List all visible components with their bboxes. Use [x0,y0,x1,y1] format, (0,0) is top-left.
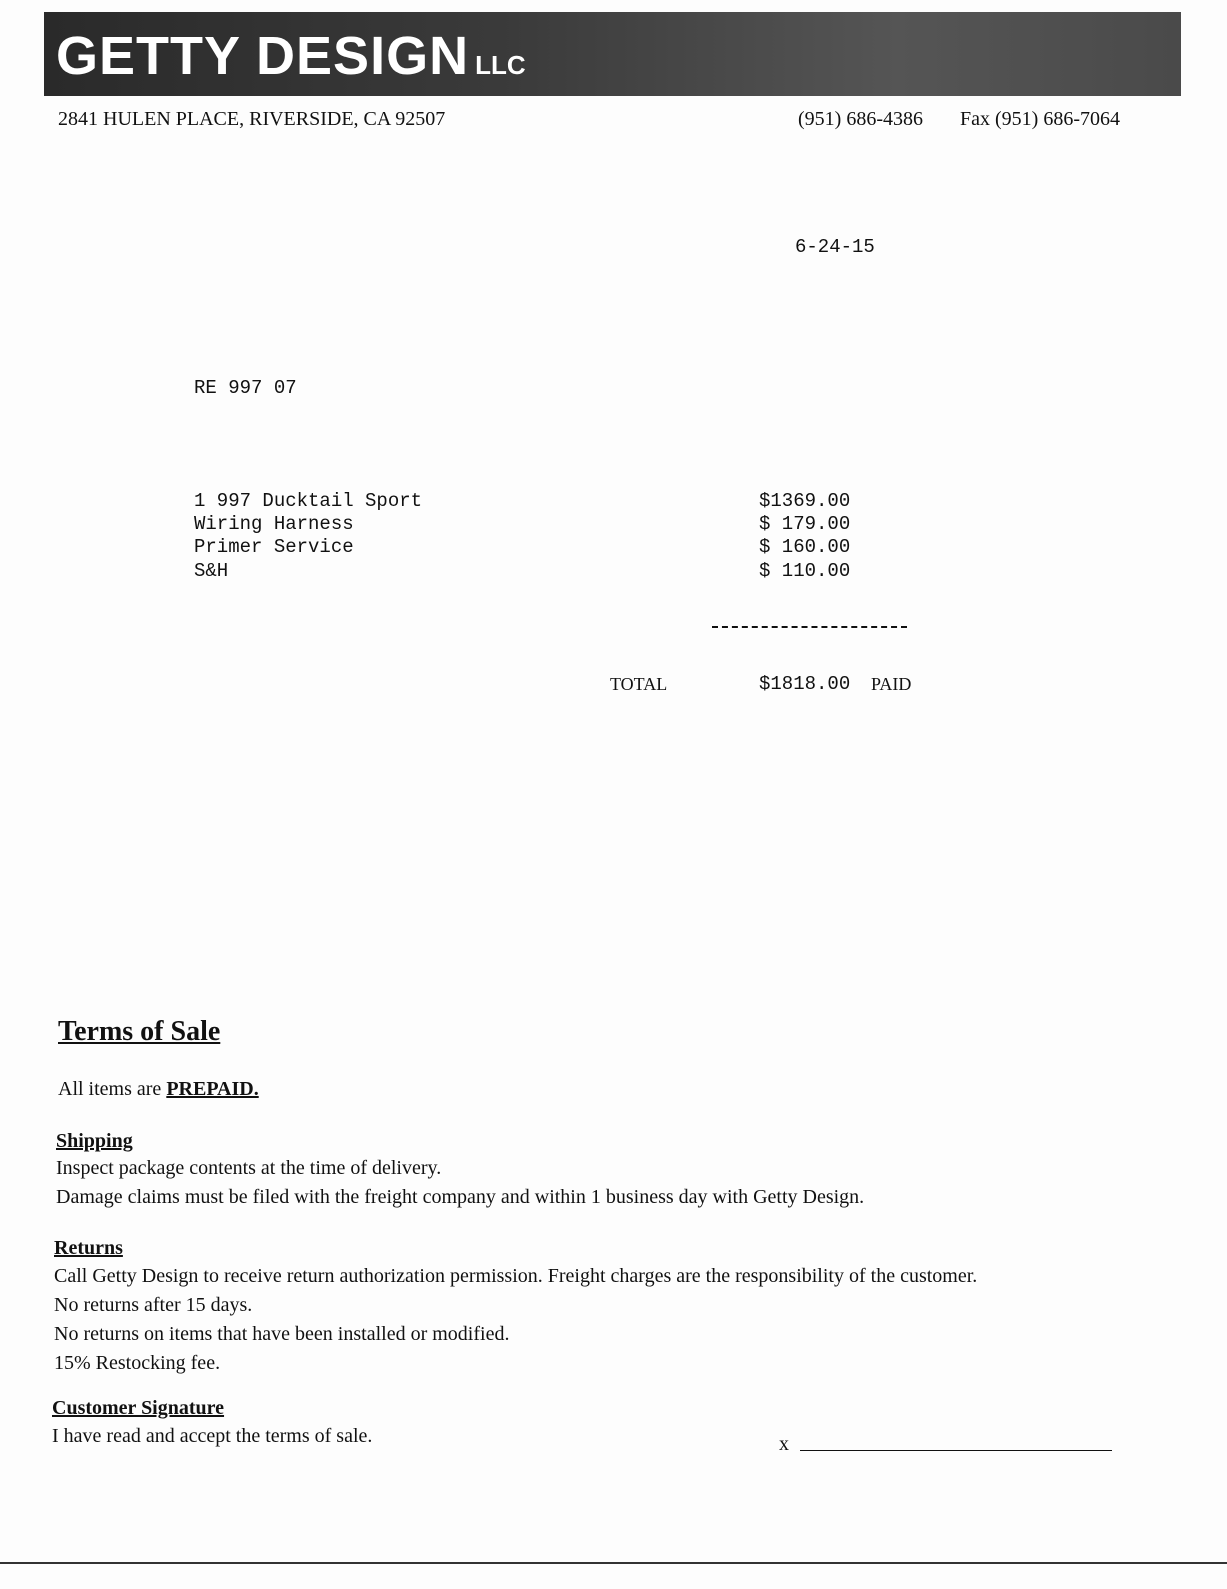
line-item-name: Wiring Harness [194,513,354,535]
prepaid-prefix: All items are [58,1078,162,1100]
line-item-price: $1369.00 [759,490,851,512]
returns-line: 15% Restocking fee. [54,1352,221,1374]
invoice-reference: RE 997 07 [194,377,297,399]
line-item-name: Primer Service [194,536,354,558]
signature-mark: x [779,1433,789,1455]
paid-status: PAID [871,674,912,694]
line-item-name: 1 997 Ducktail Sport [194,490,423,512]
returns-heading: Returns [54,1237,123,1259]
page-bottom-rule [0,1562,1227,1564]
line-item [194,560,894,584]
prepaid-emphasis: PREPAID. [166,1078,259,1100]
shipping-line: Inspect package contents at the time of delivery. [56,1157,442,1179]
total-divider [712,626,907,628]
total-amount: $1818.00 [759,673,851,695]
line-item-price: $ 110.00 [759,560,851,582]
company-address: 2841 HULEN PLACE, RIVERSIDE, CA 92507 [58,108,446,130]
total-label: TOTAL [610,674,668,694]
signature-statement: I have read and accept the terms of sale. [52,1425,373,1447]
line-item [194,536,894,560]
company-name-text: GETTY DESIGN [56,26,470,86]
shipping-line: Damage claims must be filed with the freight company and within 1 business day with Getty Design. [56,1186,865,1208]
company-phone: (951) 686-4386 [798,108,923,130]
line-item-price: $ 179.00 [759,513,851,535]
company-suffix: LLC [475,50,526,80]
terms-title: Terms of Sale [58,1016,221,1047]
company-fax: Fax (951) 686-7064 [960,108,1120,130]
signature-heading: Customer Signature [52,1397,225,1419]
invoice-date: 6-24-15 [795,236,875,258]
returns-line: No returns on items that have been installed or modified. [54,1323,510,1345]
shipping-text [56,1154,864,1212]
line-item [194,513,894,537]
signature-line[interactable] [800,1450,1112,1451]
shipping-heading: Shipping [56,1130,133,1152]
company-name [56,26,526,95]
returns-line: No returns after 15 days. [54,1294,253,1316]
line-item-price: $ 160.00 [759,536,851,558]
returns-text [54,1262,977,1378]
returns-line: Call Getty Design to receive return authorization permission. Freight charges are the responsibility of the customer. [54,1265,978,1287]
prepaid-statement [58,1075,259,1104]
line-item [194,490,894,514]
line-item-name: S&H [194,560,229,582]
